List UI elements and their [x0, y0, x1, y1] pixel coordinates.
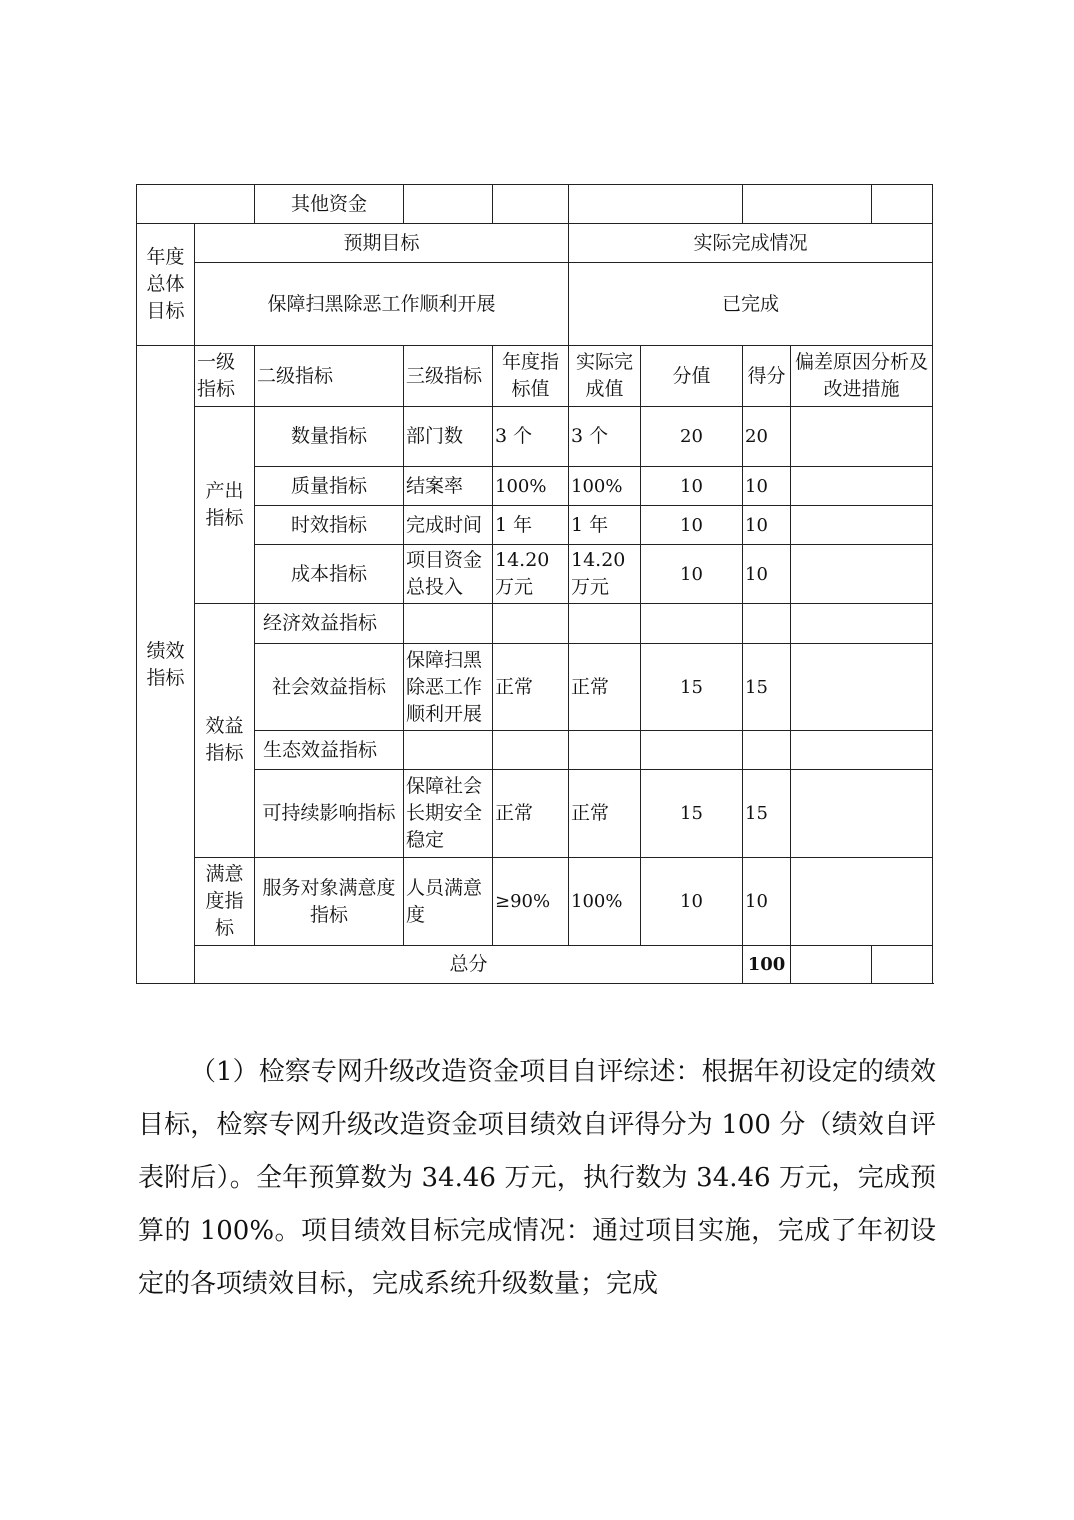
- got-cell: [743, 604, 791, 644]
- got-cell: 20: [743, 407, 791, 467]
- deviation-cell: [791, 731, 933, 770]
- actual-value-cell: [569, 731, 641, 770]
- annual-value-cell: 14.20万元: [493, 545, 569, 604]
- actual-value-cell: 100%: [569, 467, 641, 506]
- deviation-cell: [791, 545, 933, 604]
- score-cell: 10: [641, 467, 743, 506]
- score-cell: 20: [641, 407, 743, 467]
- table-row: [137, 770, 933, 858]
- got-cell: [743, 731, 791, 770]
- table-row: [137, 467, 933, 506]
- level3-cell: [404, 604, 493, 644]
- other-funds-label: 其他资金: [255, 185, 404, 224]
- score-cell: 10: [641, 545, 743, 604]
- col-header-level3: 三级指标: [404, 346, 493, 407]
- level3-cell: 保障社会长期安全稳定: [404, 770, 493, 858]
- annual-value-cell: ≥90%: [493, 858, 569, 946]
- benefit-indicator-label: 效益指标: [195, 604, 255, 858]
- score-cell: [641, 604, 743, 644]
- got-cell: 15: [743, 770, 791, 858]
- table-row: [137, 506, 933, 545]
- score-cell: 15: [641, 770, 743, 858]
- performance-indicator-header: 绩效指标: [137, 346, 195, 984]
- level2-cell: 经济效益指标: [255, 604, 404, 644]
- summary-paragraph: [138, 1046, 936, 1311]
- level3-cell: 人员满意度: [404, 858, 493, 946]
- level3-cell: 保障扫黑除恶工作顺利开展: [404, 644, 493, 731]
- got-cell: 10: [743, 467, 791, 506]
- deviation-cell: [791, 506, 933, 545]
- table-row: [137, 731, 933, 770]
- actual-value-cell: 1 年: [569, 506, 641, 545]
- deviation-cell: [791, 467, 933, 506]
- annual-value-cell: 3 个: [493, 407, 569, 467]
- level2-cell: 质量指标: [255, 467, 404, 506]
- actual-value-cell: 3 个: [569, 407, 641, 467]
- actual-value-cell: 正常: [569, 644, 641, 731]
- annual-value-cell: [493, 604, 569, 644]
- output-indicator-label: 产出指标: [195, 407, 255, 604]
- summary-text: （1）检察专网升级改造资金项目自评综述：根据年初设定的绩效目标，检察专网升级改造资金项目绩效自评得分为 100 分（绩效自评表附后）。全年预算数为 34.46 万元，执行数为 34.46 万元，完成预算的 100%。项目绩效目标完成情况：通过项目实施，完成了年初设定的各项绩效目标，完成系统升级数量；完成: [138, 1057, 936, 1299]
- annual-value-cell: 100%: [493, 467, 569, 506]
- empty-cell: [872, 946, 933, 984]
- got-cell: 15: [743, 644, 791, 731]
- col-header-got: 得分: [743, 346, 791, 407]
- empty-cell: [569, 185, 743, 224]
- total-row: [137, 946, 933, 984]
- annual-value-cell: 1 年: [493, 506, 569, 545]
- level2-cell: 社会效益指标: [255, 644, 404, 731]
- score-cell: [641, 731, 743, 770]
- expected-goal-header: 预期目标: [195, 224, 569, 263]
- level2-cell: 服务对象满意度指标: [255, 858, 404, 946]
- actual-status-header: 实际完成情况: [569, 224, 933, 263]
- satisfaction-indicator-label: 满意度指标: [195, 858, 255, 946]
- col-header-actual-value: 实际完成值: [569, 346, 641, 407]
- table-row: [137, 604, 933, 644]
- level3-cell: 结案率: [404, 467, 493, 506]
- level2-cell: 可持续影响指标: [255, 770, 404, 858]
- score-cell: 15: [641, 644, 743, 731]
- empty-cell: [872, 185, 933, 224]
- got-cell: 10: [743, 545, 791, 604]
- level2-cell: 生态效益指标: [255, 731, 404, 770]
- col-header-deviation: 偏差原因分析及改进措施: [791, 346, 933, 407]
- total-value: 100: [743, 946, 791, 984]
- col-header-level2: 二级指标: [255, 346, 404, 407]
- deviation-cell: [791, 770, 933, 858]
- empty-cell: [493, 185, 569, 224]
- annual-value-cell: 正常: [493, 770, 569, 858]
- level3-cell: [404, 731, 493, 770]
- got-cell: 10: [743, 506, 791, 545]
- score-cell: 10: [641, 506, 743, 545]
- level2-cell: 数量指标: [255, 407, 404, 467]
- level3-cell: 完成时间: [404, 506, 493, 545]
- table-row: [137, 407, 933, 467]
- total-label: 总分: [195, 946, 743, 984]
- actual-value-cell: 正常: [569, 770, 641, 858]
- deviation-cell: [791, 604, 933, 644]
- col-header-level1: 一级指标: [195, 346, 255, 407]
- annual-value-cell: [493, 731, 569, 770]
- empty-cell: [743, 185, 872, 224]
- col-header-annual-value: 年度指标值: [493, 346, 569, 407]
- annual-value-cell: 正常: [493, 644, 569, 731]
- level3-cell: 项目资金总投入: [404, 545, 493, 604]
- deviation-cell: [791, 644, 933, 731]
- empty-cell: [137, 185, 255, 224]
- empty-cell: [791, 946, 872, 984]
- deviation-cell: [791, 858, 933, 946]
- score-cell: 10: [641, 858, 743, 946]
- col-header-score: 分值: [641, 346, 743, 407]
- level2-cell: 成本指标: [255, 545, 404, 604]
- actual-value-cell: 100%: [569, 858, 641, 946]
- annual-goal-header: 年度总体目标: [137, 224, 195, 346]
- actual-status-value: 已完成: [569, 263, 933, 346]
- deviation-cell: [791, 407, 933, 467]
- empty-cell: [404, 185, 493, 224]
- table-row: [137, 644, 933, 731]
- performance-table: [136, 184, 933, 984]
- table-row: [137, 858, 933, 946]
- actual-value-cell: [569, 604, 641, 644]
- expected-goal-value: 保障扫黑除恶工作顺利开展: [195, 263, 569, 346]
- level3-cell: 部门数: [404, 407, 493, 467]
- actual-value-cell: 14.20万元: [569, 545, 641, 604]
- table-row: [137, 545, 933, 604]
- level2-cell: 时效指标: [255, 506, 404, 545]
- got-cell: 10: [743, 858, 791, 946]
